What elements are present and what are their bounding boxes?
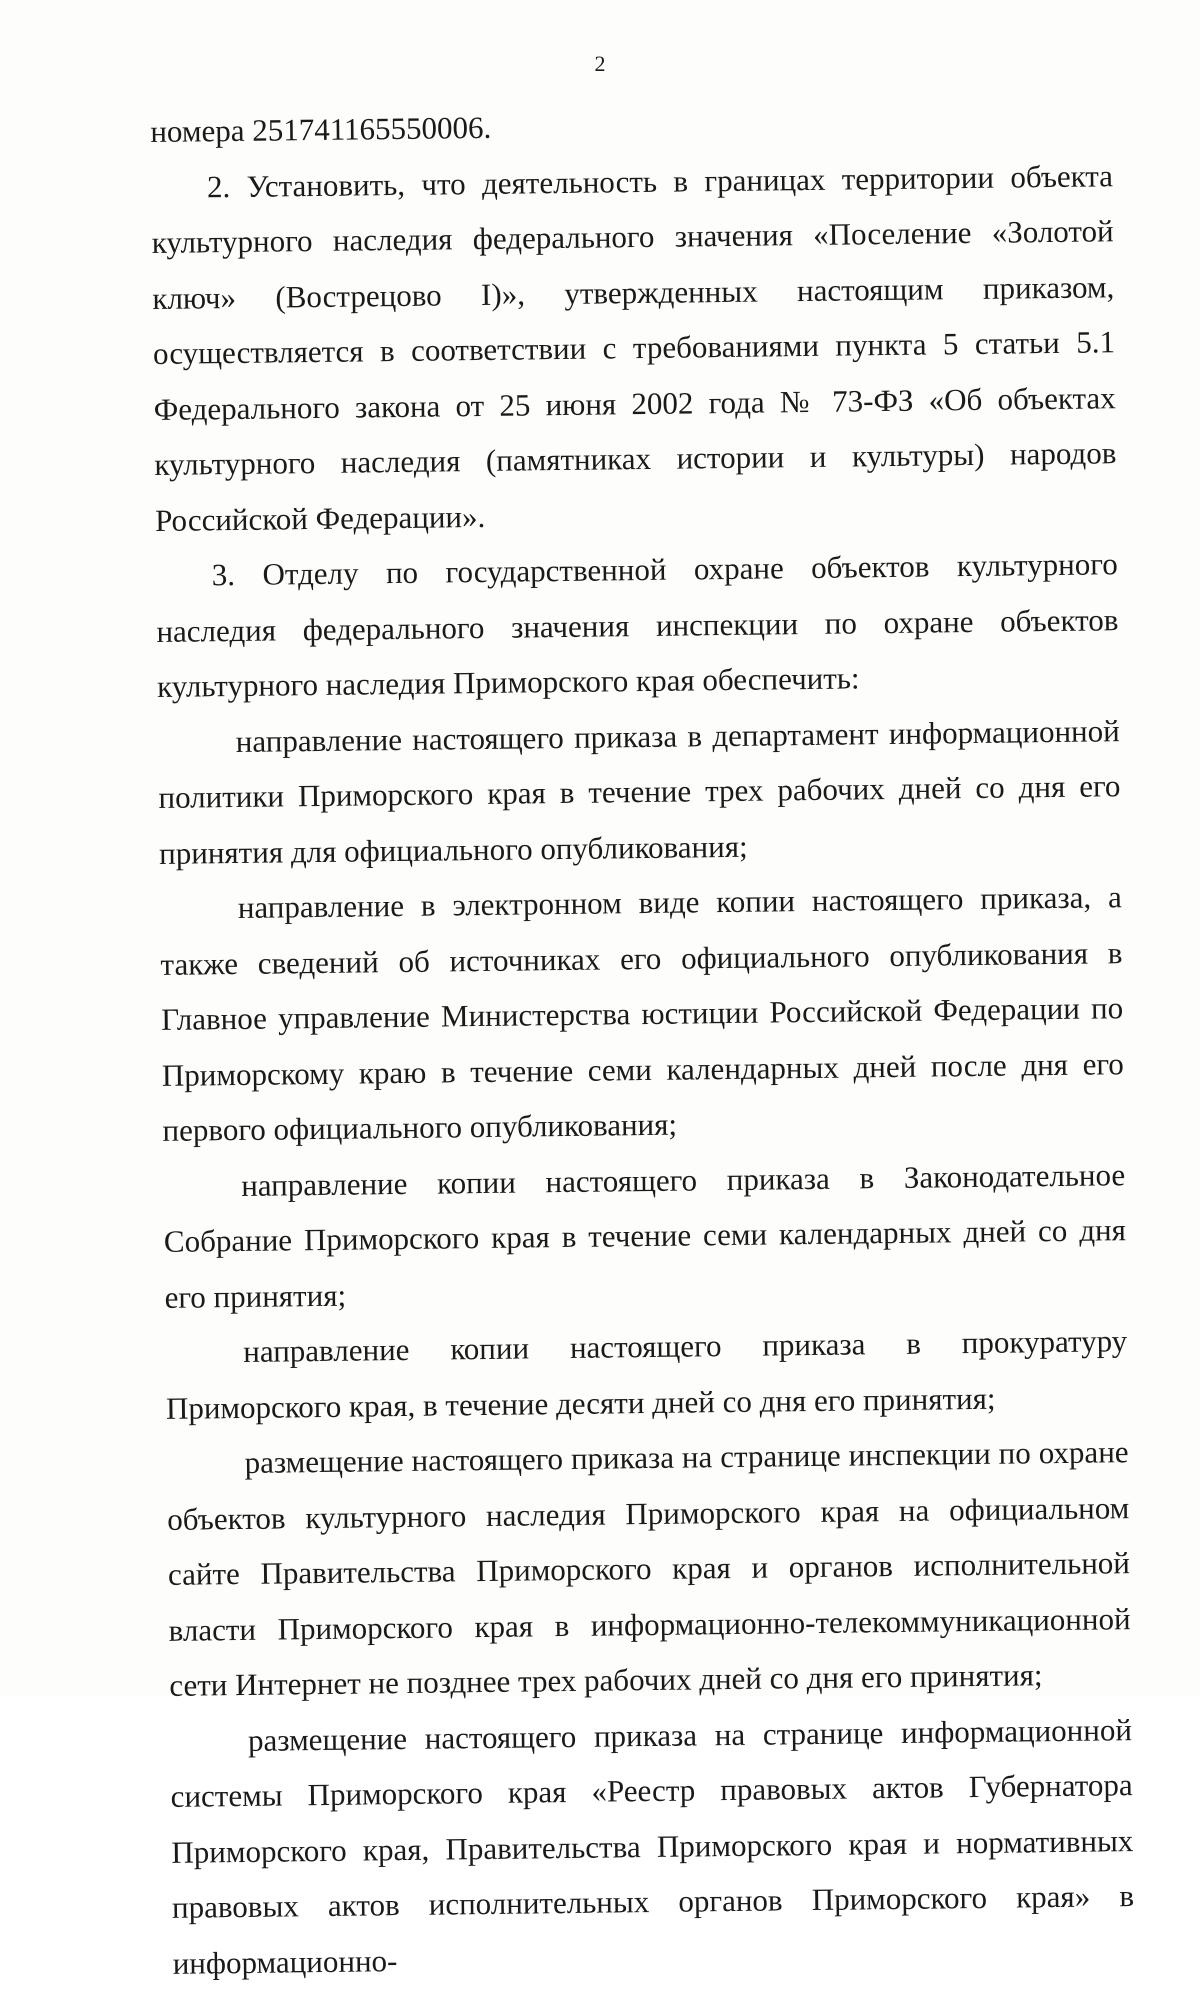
paragraph-subitem-2: направление в электронном виде копии настоящего приказа, а также сведений об источниках его официального опубликования в Главное управление Министерства юстиции Российской Федерации по Приморскому краю в течение семи календарных дней после дня его первого официального опубликования; xyxy=(160,879,1125,1148)
paragraph-subitem-3: направление копии настоящего приказа в Законодательное Собрание Приморского края в течение семи календарных дней со дня его принятия; xyxy=(163,1156,1127,1315)
paragraph-subitem-1: направление настоящего приказа в департамент информационной политики Приморского края в течение трех рабочих дней со дня его принятия для официального опубликования; xyxy=(158,712,1121,871)
paragraph-item-3: 3. Отделу по государственной охране объектов культурного наследия федерального значения инспекции по охране объектов культурного наследия Приморского края обеспечить: xyxy=(156,546,1119,704)
paragraph-subitem-5: размещение настоящего приказа на странице инспекции по охране объектов культурного наследия Приморского края на официальном сайте Правительства Приморского края и органов исполнительной власти Приморского края в информационно-телекоммуникационной сети Интернет не позднее трех рабочих дней со дня его принятия; xyxy=(167,1434,1131,1703)
paragraph-subitem-4: направление копии настоящего приказа в прокуратуру Приморского края, в течение десяти дней со дня его принятия; xyxy=(165,1323,1128,1426)
paragraph-subitem-6: размещение настоящего приказа на странице информационной системы Приморского края «Реестр правовых актов Губернатора Приморского края, Правительства Приморского края и нормативных правовых актов исполнительных органов Приморского края» в информационно- xyxy=(170,1711,1135,1981)
paragraph-continuation: номера 251741165550006. xyxy=(150,109,492,149)
paragraph-item-2: 2. Установить, что деятельность в границах территории объекта культурного наследия федерального значения «Поселение «Золотой ключ» (Вострецово I)», утвержденных настоящим приказом, осуществляется в соответствии с требованиями пункта 5 статьи 5.1 Федерального закона от 25 июня 2002 года № 73-ФЗ «Об объектах культурного наследия (памятниках истории и культуры) народов Российской Федерации». xyxy=(151,157,1117,538)
page-number: 2 xyxy=(594,51,606,76)
document-body xyxy=(150,92,1135,1991)
